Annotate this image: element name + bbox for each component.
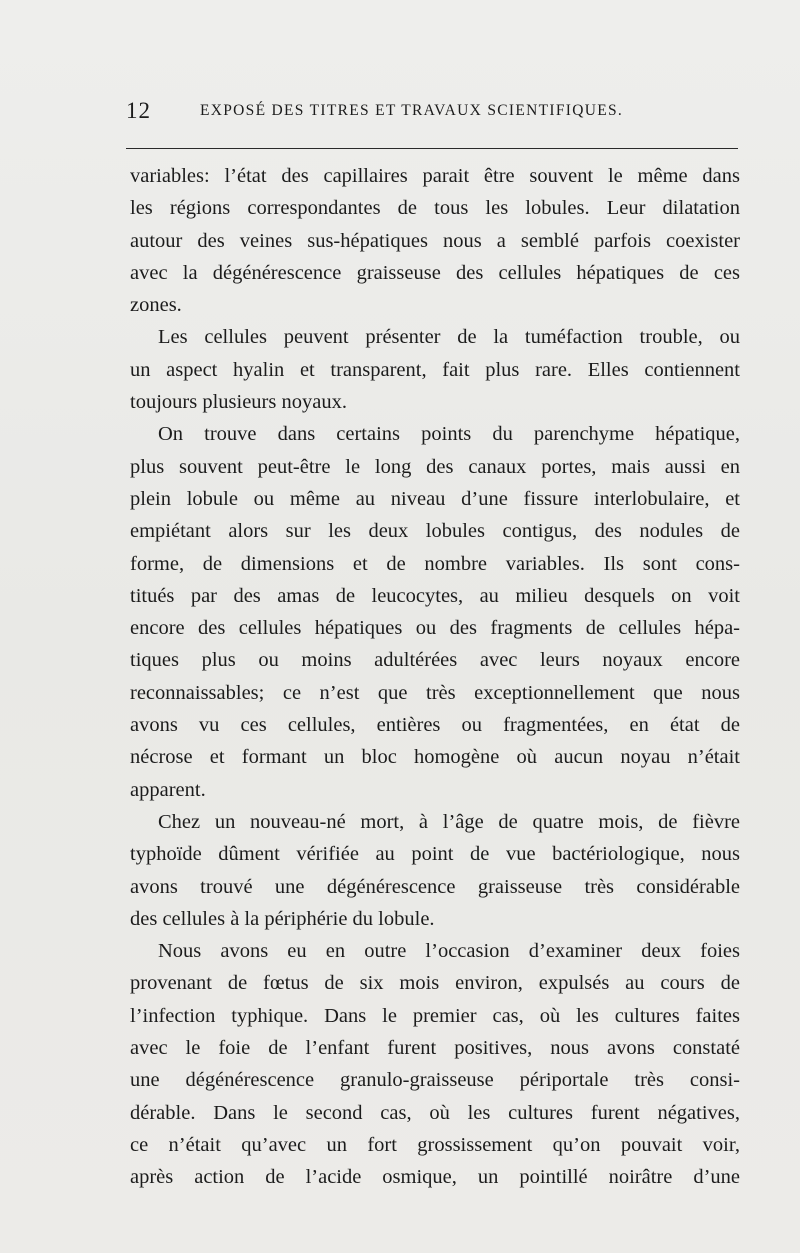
text-line: autour des veines sus-hépatiques nous a semblé parfois coexister (130, 229, 740, 252)
text-line: typhoïde dûment vérifiée au point de vue bactériologique, nous (130, 843, 740, 866)
text-line: Les cellules peuvent présenter de la tuméfaction trouble, ou (158, 326, 740, 349)
text-line: avec le foie de l’enfant furent positives, nous avons constaté (130, 1037, 740, 1060)
text-line: zones. (130, 294, 182, 317)
text-line: forme, de dimensions et de nombre variables. Ils sont cons- (130, 552, 740, 575)
text-line: tiques plus ou moins adultérées avec leurs noyaux encore (130, 649, 740, 672)
text-line: apparent. (130, 778, 206, 801)
text-line: des cellules à la périphérie du lobule. (130, 907, 435, 930)
page-header (126, 96, 738, 128)
text-line: plus souvent peut-être le long des canaux portes, mais aussi en (130, 455, 740, 478)
text-line: avons trouvé une dégénérescence graisseuse très considérable (130, 875, 740, 898)
text-line: un aspect hyalin et transparent, fait plus rare. Elles contiennent (130, 358, 740, 381)
text-line: dérable. Dans le second cas, où les cultures furent négatives, (130, 1101, 740, 1124)
body-text (130, 160, 740, 1194)
text-line: On trouve dans certains points du parenchyme hépatique, (158, 423, 740, 446)
text-line: ce n’était qu’avec un fort grossissement qu’on pouvait voir, (130, 1133, 740, 1156)
text-line: une dégénérescence granulo-graisseuse périportale très consi- (130, 1069, 740, 1092)
text-line: les régions correspondantes de tous les lobules. Leur dilatation (130, 197, 740, 220)
text-line: après action de l’acide osmique, un pointillé noirâtre d’une (130, 1166, 740, 1189)
text-line: titués par des amas de leucocytes, au milieu desquels on voit (130, 584, 740, 607)
running-head: EXPOSÉ DES TITRES ET TRAVAUX SCIENTIFIQUES. (200, 102, 624, 119)
page-number: 12 (126, 98, 151, 123)
text-line: nécrose et formant un bloc homogène où aucun noyau n’était (130, 746, 740, 769)
text-line: encore des cellules hépatiques ou des fragments de cellules hépa- (130, 617, 740, 640)
text-line: variables: l’état des capillaires parait être souvent le même dans (130, 165, 740, 187)
text-line: plein lobule ou même au niveau d’une fissure interlobulaire, et (130, 487, 740, 510)
header-rule (126, 148, 738, 149)
text-line: l’infection typhique. Dans le premier cas, où les cultures faites (130, 1004, 740, 1027)
text-line: provenant de fœtus de six mois environ, expulsés au cours de (130, 972, 740, 995)
text-line: avons vu ces cellules, entières ou fragmentées, en état de (130, 714, 740, 737)
text-line: reconnaissables; ce n’est que très exceptionnellement que nous (130, 681, 740, 704)
text-line: avec la dégénérescence graisseuse des cellules hépatiques de ces (130, 261, 740, 284)
text-line: Nous avons eu en outre l’occasion d’examiner deux foies (158, 940, 740, 963)
text-line: empiétant alors sur les deux lobules contigus, des nodules de (130, 520, 740, 543)
text-line: toujours plusieurs noyaux. (130, 391, 347, 414)
text-line: Chez un nouveau-né mort, à l’âge de quatre mois, de fièvre (158, 810, 740, 833)
